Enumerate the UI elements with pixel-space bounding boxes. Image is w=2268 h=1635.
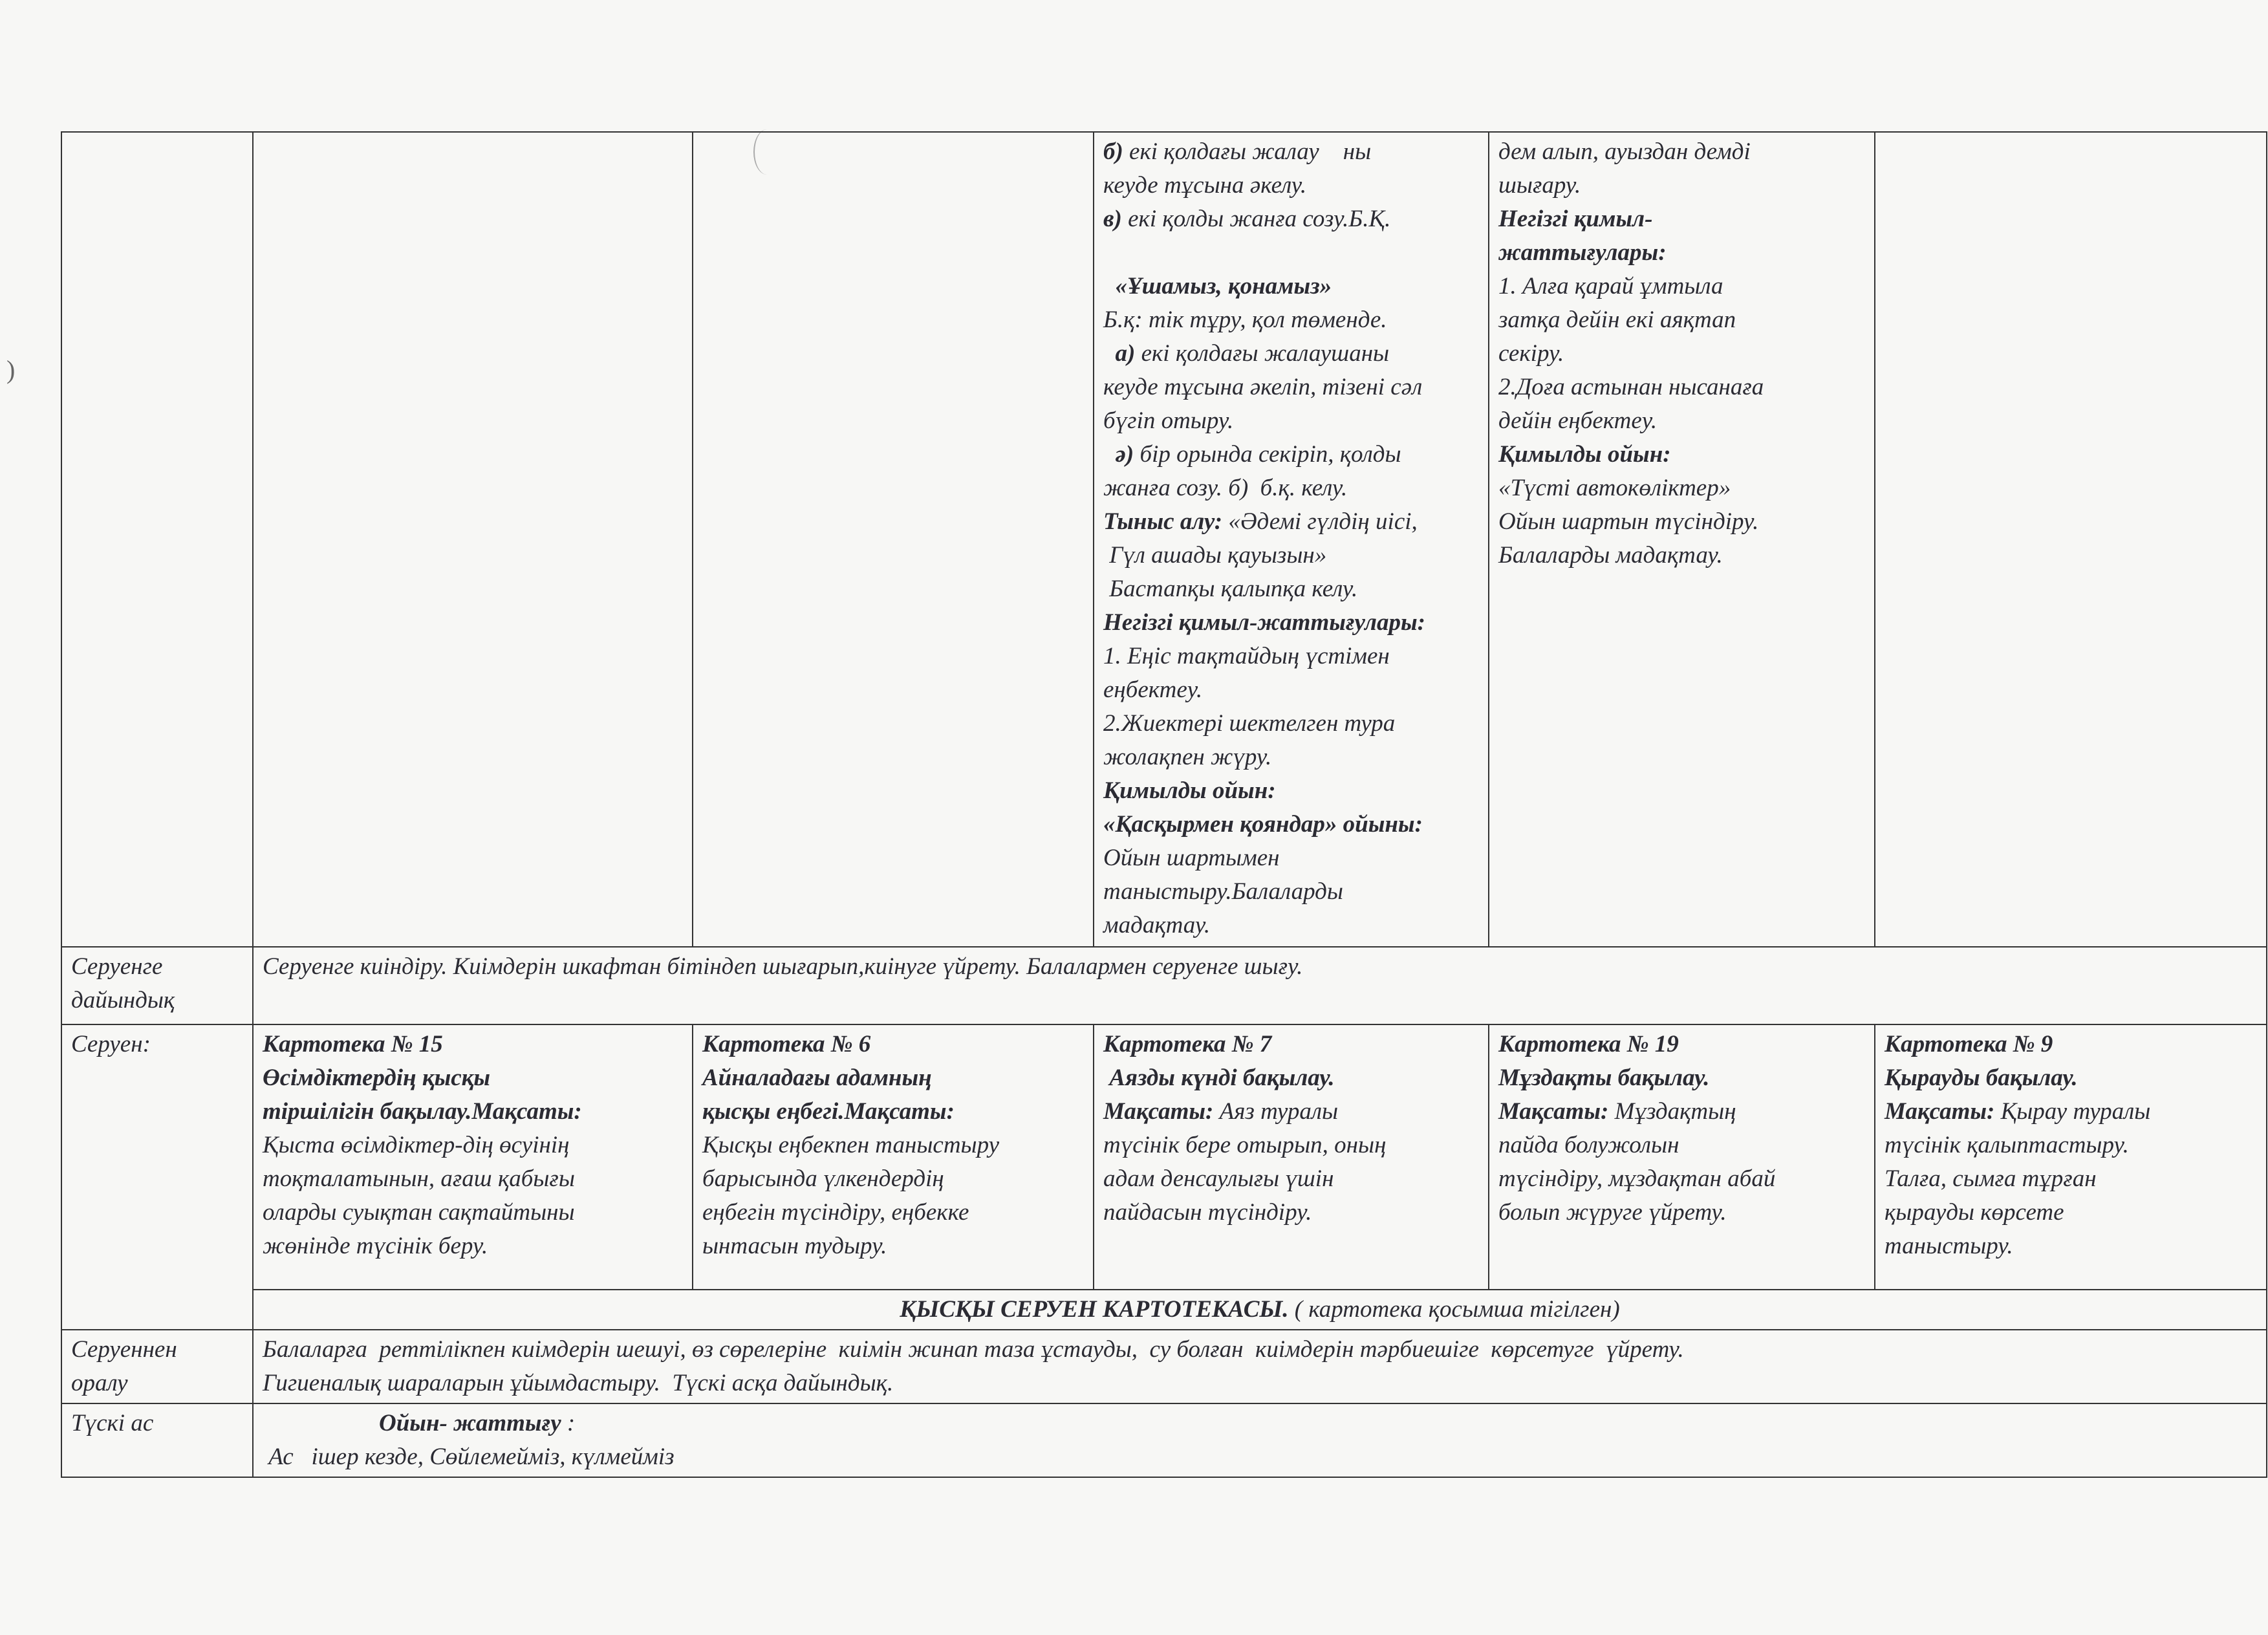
col4-line bbox=[1103, 673, 1479, 707]
card-heading-text: Мақсаты: bbox=[1885, 1098, 1995, 1125]
card-goal-line: пайдасын түсіндіру. bbox=[1103, 1199, 1312, 1226]
col5-line bbox=[1498, 337, 1865, 371]
row-label-walk: Серуен: bbox=[61, 1024, 253, 1330]
col5-bold-text: Негізгі қимыл- bbox=[1498, 206, 1653, 232]
walk-cards-note bbox=[253, 1290, 2267, 1330]
col4-line bbox=[1103, 909, 1479, 942]
lunch-line-2: Ас ішер кезде, Сөйлемейміз, күлмейміз bbox=[263, 1444, 675, 1470]
table-row bbox=[61, 947, 2267, 1024]
return-text bbox=[253, 1330, 2267, 1403]
col4-text: 2.Жиектері шектелген тура bbox=[1103, 710, 1396, 737]
table-row bbox=[61, 1403, 2267, 1477]
card-goal-line: ынтасын тудыру. bbox=[702, 1233, 887, 1259]
col4-line bbox=[1103, 202, 1479, 236]
col4-line bbox=[1103, 841, 1479, 875]
col5-text: дем алып, ауыздан демді bbox=[1498, 138, 1751, 165]
table-row bbox=[61, 1024, 2267, 1290]
cell-exercises-day-3 bbox=[1094, 132, 1489, 947]
col5-text: «Түсті автокөліктер» bbox=[1498, 475, 1731, 501]
col5-text: затқа дейін екі аяқтап bbox=[1498, 307, 1736, 333]
col4-bold-text: Тыныс алу: bbox=[1103, 508, 1223, 535]
card-heading-line bbox=[1885, 1061, 2257, 1095]
walk-prep-text: Серуенге киіндіру. Киімдерін шкафтан бітіндеп шығарып,киінуге үйрету. Балалармен серуенге шығу. bbox=[253, 947, 2267, 1024]
card-heading-text: Мұздақты бақылау. bbox=[1498, 1065, 1710, 1091]
card-heading-text: Картотека № 19 bbox=[1498, 1031, 1679, 1057]
card-goal-line: адам денсаулығы үшін bbox=[1103, 1165, 1334, 1192]
col4-line bbox=[1103, 707, 1479, 741]
card-heading-line bbox=[1103, 1028, 1479, 1061]
walk-card-3 bbox=[1094, 1024, 1489, 1290]
card-heading-text: Картотека № 7 bbox=[1103, 1031, 1272, 1057]
col4-text: екі қолды жанға созу.Б.Қ. bbox=[1121, 206, 1391, 232]
row-label-return-1: Серуеннен bbox=[71, 1336, 177, 1363]
card-goal-text: Қырау туралы bbox=[2000, 1098, 2151, 1125]
col5-text: шығару. bbox=[1498, 172, 1581, 199]
walk-cards-note-title: ҚЫСҚЫ СЕРУЕН КАРТОТЕКАСЫ. bbox=[900, 1296, 1289, 1323]
col5-bold-text: Қимылды ойын: bbox=[1498, 441, 1671, 468]
row-label-return bbox=[61, 1330, 253, 1403]
col4-line bbox=[1103, 471, 1479, 505]
col5-text: 1. Алға қарай ұмтыла bbox=[1498, 273, 1723, 299]
col5-text: секіру. bbox=[1498, 340, 1564, 367]
col5-text: дейін еңбектеу. bbox=[1498, 407, 1658, 434]
col4-text: еңбектеу. bbox=[1103, 677, 1203, 703]
margin-mark: ) bbox=[6, 355, 16, 384]
col4-text: Б.қ: тік тұру, қол төменде. bbox=[1103, 307, 1387, 333]
col4-text: екі қолдағы жалау ны bbox=[1123, 138, 1372, 165]
col4-line bbox=[1103, 606, 1479, 640]
row-label-lunch: Түскі ас bbox=[61, 1403, 253, 1477]
card-heading-line bbox=[702, 1028, 1084, 1061]
col4-text: кеуде тұсына әкелу. bbox=[1103, 172, 1307, 199]
card-heading-text: қысқы еңбегі.Мақсаты: bbox=[702, 1098, 955, 1125]
card-goal-line: пайда болужолын bbox=[1498, 1132, 1679, 1158]
col5-line bbox=[1498, 169, 1865, 202]
card-goal-text: Мұздақтың bbox=[1614, 1098, 1736, 1125]
col5-line bbox=[1498, 135, 1865, 169]
walk-card-2 bbox=[693, 1024, 1094, 1290]
card-heading-line bbox=[1498, 1095, 1865, 1129]
table-row bbox=[61, 1290, 2267, 1330]
card-heading-line bbox=[263, 1028, 683, 1061]
col4-bold-text: «Ұшамыз, қонамыз» bbox=[1103, 273, 1332, 299]
col4-text: таныстыру.Балаларды bbox=[1103, 878, 1343, 905]
cell-day-5 bbox=[1875, 132, 2267, 947]
table-row bbox=[61, 1330, 2267, 1403]
card-goal-line: Қысқы еңбекпен таныстыру bbox=[702, 1132, 1000, 1158]
walk-cards-note-rest: ( картотека қосымша тігілген) bbox=[1288, 1296, 1620, 1323]
card-goal-line: барысында үлкендердің bbox=[702, 1165, 944, 1192]
col4-bold-text: а) bbox=[1103, 340, 1136, 367]
return-line-2: Гигиеналық шараларын ұйымдастыру. Түскі асқа дайындық. bbox=[263, 1370, 894, 1396]
card-goal-line: Қыста өсімдіктер-дің өсуінің bbox=[263, 1132, 570, 1158]
card-goal-line: жөнінде түсінік беру. bbox=[263, 1233, 488, 1259]
col5-bold-text: жаттығулары: bbox=[1498, 239, 1667, 266]
card-heading-line bbox=[1103, 1061, 1479, 1095]
lunch-text bbox=[253, 1403, 2267, 1477]
col5-line bbox=[1498, 539, 1865, 572]
card-heading-line bbox=[702, 1095, 1084, 1129]
col4-line bbox=[1103, 539, 1479, 572]
return-line-1: Балаларға реттілікпен киімдерін шешуі, өз сөрелеріне киімін жинап таза ұстауды, су болған киімдерін тәрбиешіге көрсетуге үйрету. bbox=[263, 1336, 1684, 1363]
col4-line bbox=[1103, 572, 1479, 606]
card-heading-text: Картотека № 9 bbox=[1885, 1031, 2053, 1057]
col4-text: Бастапқы қалыпқа келу. bbox=[1103, 576, 1358, 602]
card-goal-text: Аяз туралы bbox=[1219, 1098, 1339, 1125]
col5-line bbox=[1498, 371, 1865, 404]
col4-line bbox=[1103, 741, 1479, 774]
col5-text: 2.Доға астынан нысанаға bbox=[1498, 374, 1764, 400]
card-heading-text: Мақсаты: bbox=[1498, 1098, 1609, 1125]
col4-line bbox=[1103, 303, 1479, 337]
walk-card-1 bbox=[253, 1024, 693, 1290]
col5-line bbox=[1498, 303, 1865, 337]
table-row bbox=[61, 132, 2267, 947]
col5-text: Ойын шартын түсіндіру. bbox=[1498, 508, 1759, 535]
card-heading-line bbox=[263, 1061, 683, 1095]
col4-bold-text: «Қасқырмен қояндар» ойыны: bbox=[1103, 811, 1423, 838]
col4-line bbox=[1103, 337, 1479, 371]
card-heading-line bbox=[1498, 1028, 1865, 1061]
col4-line bbox=[1103, 236, 1479, 270]
col4-line bbox=[1103, 404, 1479, 438]
col4-text: Ойын шартымен bbox=[1103, 845, 1280, 871]
lunch-game-title: Ойын- жаттығу bbox=[379, 1410, 561, 1436]
col4-bold-text: Қимылды ойын: bbox=[1103, 777, 1276, 804]
card-heading-text: тіршілігін бақылау.Мақсаты: bbox=[263, 1098, 582, 1125]
cell-day-2 bbox=[693, 132, 1094, 947]
card-goal-line: түсінік бере отырып, оның bbox=[1103, 1132, 1387, 1158]
card-heading-line bbox=[1885, 1028, 2257, 1061]
col5-line bbox=[1498, 471, 1865, 505]
col5-line bbox=[1498, 270, 1865, 303]
lunch-game-line bbox=[263, 1407, 2257, 1440]
col4-text: бір орында секіріп, қолды bbox=[1134, 441, 1401, 468]
card-goal-line: түсінік қалыптастыру. bbox=[1885, 1132, 2129, 1158]
col4-line bbox=[1103, 270, 1479, 303]
col4-text: екі қолдағы жалаушаны bbox=[1135, 340, 1390, 367]
card-goal-line: оларды суықтан сақтайтыны bbox=[263, 1199, 575, 1226]
card-heading-line bbox=[263, 1095, 683, 1129]
col4-text: кеуде тұсына әкеліп, тізені сәл bbox=[1103, 374, 1423, 400]
col4-bold-text: б) bbox=[1103, 138, 1123, 165]
col4-bold-text: Негізгі қимыл-жаттығулары: bbox=[1103, 609, 1425, 636]
row-label-return-2: оралу bbox=[71, 1370, 128, 1396]
col4-line bbox=[1103, 808, 1479, 841]
card-heading-line bbox=[1885, 1095, 2257, 1129]
col4-text bbox=[1103, 239, 1109, 266]
col4-text: бүгіп отыру. bbox=[1103, 407, 1234, 434]
card-heading-text: Аязды күнді бақылау. bbox=[1103, 1065, 1335, 1091]
col5-line bbox=[1498, 202, 1865, 236]
col4-line bbox=[1103, 640, 1479, 673]
card-heading-text: Қырауды бақылау. bbox=[1885, 1065, 2078, 1091]
card-goal-line: Талға, сымға тұрған bbox=[1885, 1165, 2097, 1192]
col4-line bbox=[1103, 371, 1479, 404]
col4-line bbox=[1103, 438, 1479, 471]
col4-line bbox=[1103, 135, 1479, 169]
card-goal-line: болып жүруге үйрету. bbox=[1498, 1199, 1727, 1226]
row-label-walk-prep: Серуенге дайындық bbox=[61, 947, 253, 1024]
col5-line bbox=[1498, 404, 1865, 438]
card-heading-line bbox=[702, 1061, 1084, 1095]
card-goal-line: таныстыру. bbox=[1885, 1233, 2013, 1259]
card-goal-line: қырауды көрсете bbox=[1885, 1199, 2064, 1226]
col4-text: 1. Еңіс тақтайдың үстімен bbox=[1103, 643, 1390, 669]
col4-line bbox=[1103, 774, 1479, 808]
card-goal-line: тоқталатынын, ағаш қабығы bbox=[263, 1165, 575, 1192]
card-heading-text: Айналадағы адамның bbox=[702, 1065, 932, 1091]
card-heading-text: Картотека № 6 bbox=[702, 1031, 871, 1057]
col5-text: Балаларды мадақтау. bbox=[1498, 542, 1723, 568]
col4-text: «Әдемі гүлдің иісі, bbox=[1222, 508, 1418, 535]
walk-card-4 bbox=[1489, 1024, 1875, 1290]
col4-bold-text: ә) bbox=[1103, 441, 1134, 468]
walk-card-5 bbox=[1875, 1024, 2267, 1290]
card-goal-line: еңбегін түсіндіру, еңбекке bbox=[702, 1199, 969, 1226]
card-goal-line: түсіндіру, мұздақтан абай bbox=[1498, 1165, 1776, 1192]
col4-line bbox=[1103, 875, 1479, 909]
card-heading-text: Өсімдіктердің қысқы bbox=[263, 1065, 491, 1091]
col4-text: жанға созу. б) б.қ. келу. bbox=[1103, 475, 1348, 501]
col4-text: Гүл ашады қауызын» bbox=[1103, 542, 1327, 568]
cell-exercises-day-4 bbox=[1489, 132, 1875, 947]
row-label-cell bbox=[61, 132, 253, 947]
card-heading-text: Картотека № 15 bbox=[263, 1031, 443, 1057]
col4-text: мадақтау. bbox=[1103, 912, 1211, 938]
col5-line bbox=[1498, 438, 1865, 471]
col4-line bbox=[1103, 169, 1479, 202]
lunch-game-rest: : bbox=[561, 1410, 576, 1436]
card-heading-line bbox=[1103, 1095, 1479, 1129]
col5-line bbox=[1498, 236, 1865, 270]
card-heading-line bbox=[1498, 1061, 1865, 1095]
card-heading-text: Мақсаты: bbox=[1103, 1098, 1214, 1125]
daily-plan-table bbox=[61, 131, 2267, 1478]
col5-line bbox=[1498, 505, 1865, 539]
col4-line bbox=[1103, 505, 1479, 539]
cell-day-1 bbox=[253, 132, 693, 947]
col4-text: жолақпен жүру. bbox=[1103, 744, 1272, 770]
col4-bold-text: в) bbox=[1103, 206, 1122, 232]
